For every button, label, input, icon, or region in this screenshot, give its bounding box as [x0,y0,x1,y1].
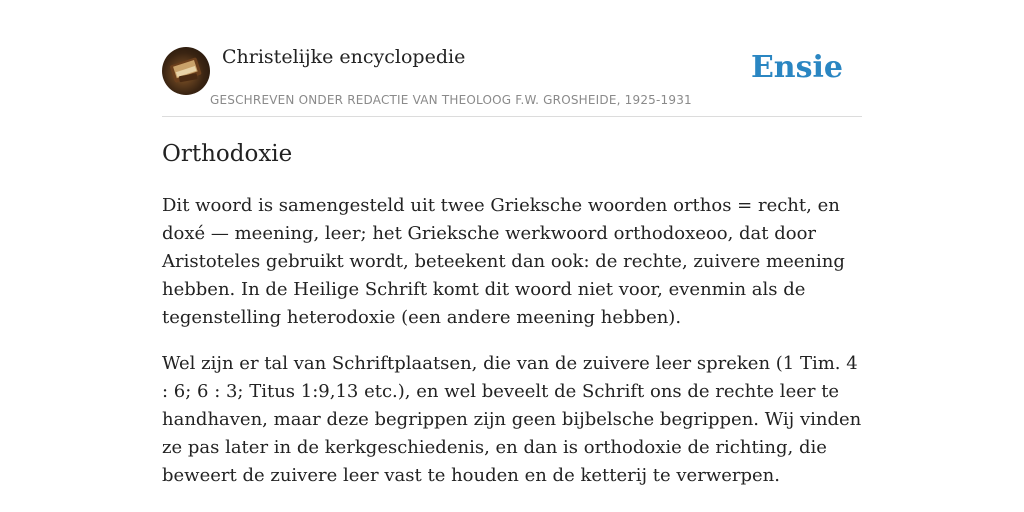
article-paragraph: Wel zijn er tal van Schriftplaatsen, die van de zuivere leer spreken (1 Tim. 4 : 6; 6 : 3; Titus 1:9,13 etc.), en wel beveelt de Schrift ons de rechte leer te handhaven, maar deze begrippen zijn geen bijbelsche begrippen. Wij vinden ze pas later in de kerkgeschiedenis, en dan is orthodoxie de richting, die beweert de zuivere leer vast te houden en de ketterij te verwerpen. [162,353,862,486]
article [162,138,862,508]
ensie-logo-link[interactable]: Ensie [750,50,843,85]
book-avatar-icon[interactable] [162,47,210,95]
book-avatar-graphic [162,47,210,95]
article-paragraph: Dit woord is samengesteld uit twee Grieksche woorden orthos = recht, en doxé — meening, leer; het Grieksche werkwoord orthodoxeoo, dat door Aristoteles gebruikt wordt, beteekent dan ook: de rechte, zuivere meening hebben. In de Heilige Schrift komt dit woord niet voor, evenmin als de tegenstelling heterodoxie (een andere meening hebben). [162,195,845,328]
article-title: Orthodoxie [162,141,293,167]
header [162,44,862,117]
book-title[interactable]: Christelijke encyclopedie [222,46,466,68]
book-subtitle: GESCHREVEN ONDER REDACTIE VAN THEOLOOG F.W. GROSHEIDE, 1925-1931 [210,93,692,107]
